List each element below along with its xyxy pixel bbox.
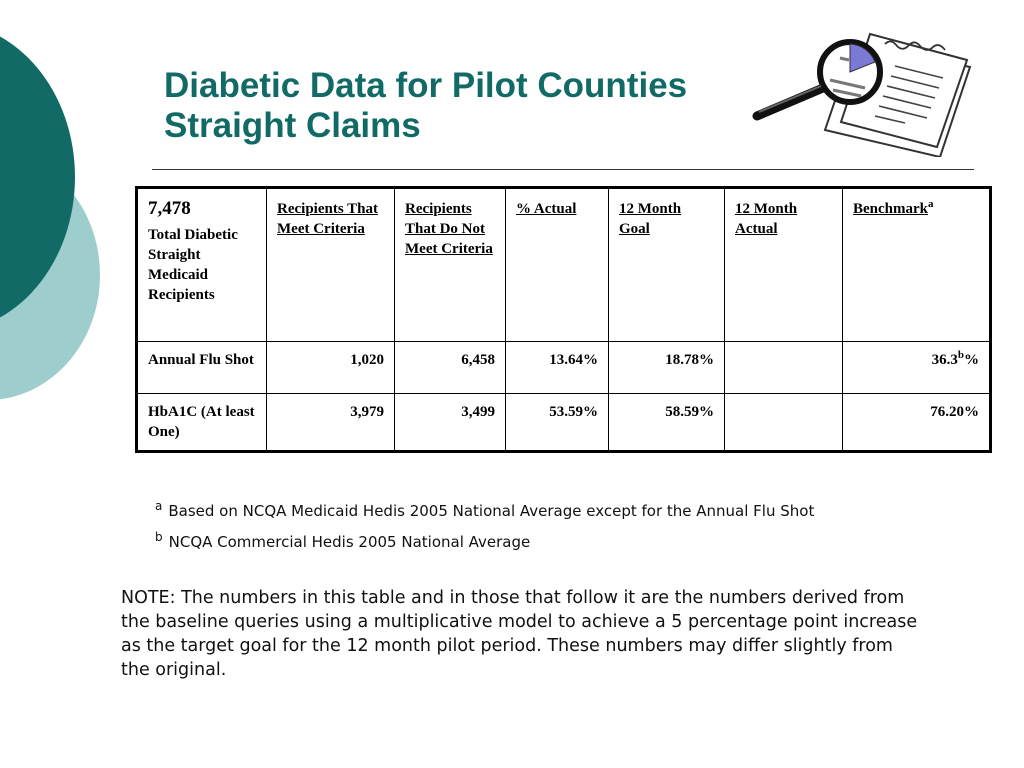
header-cell	[267, 188, 395, 342]
header-cell	[843, 188, 991, 342]
total-recipients-label: Total Diabetic Straight Medicaid Recipients	[148, 227, 238, 303]
footnote-b	[155, 529, 814, 560]
cell-meet: 3,979	[267, 394, 395, 452]
header-actual-percent: % Actual	[516, 201, 577, 217]
cell-goal: 58.59%	[609, 394, 725, 452]
header-12-month-actual: 12 Month Actual	[735, 201, 798, 237]
footnote-mark: a	[155, 499, 163, 513]
diabetic-data-table	[135, 186, 992, 453]
cell-benchmark	[843, 342, 991, 394]
header-benchmark: Benchmark	[853, 201, 928, 217]
header-cell	[725, 188, 843, 342]
footnotes	[155, 498, 814, 560]
cell-not-meet: 6,458	[395, 342, 506, 394]
cell-not-meet: 3,499	[395, 394, 506, 452]
cell-month-actual	[725, 342, 843, 394]
benchmark-value: 36.3	[931, 352, 958, 368]
cell-goal: 18.78%	[609, 342, 725, 394]
slide-title-line-1: Diabetic Data for Pilot Counties	[164, 66, 688, 105]
footnote-text: NCQA Commercial Hedis 2005 National Average	[168, 533, 531, 551]
header-cell	[506, 188, 609, 342]
title-divider	[152, 169, 974, 170]
corner-cell	[137, 188, 267, 342]
benchmark-suffix: %	[964, 352, 979, 368]
note-paragraph: NOTE: The numbers in this table and in those that follow it are the numbers derived from the baseline queries using a multiplicative model to achieve a 5 percentage point increase as the target goal for the 12 month pilot period. These numbers may differ slightly from the original.	[121, 588, 918, 680]
row-label-hba1c: HbA1C (At least One)	[137, 394, 267, 452]
total-recipients-number: 7,478	[148, 198, 191, 219]
cell-meet: 1,020	[267, 342, 395, 394]
table-header-row	[137, 188, 991, 342]
benchmark-sup: b	[957, 349, 964, 361]
cell-actual-pct: 13.64%	[506, 342, 609, 394]
slide-title	[164, 66, 687, 146]
footnote-a	[155, 498, 814, 529]
header-meet-criteria: Recipients That Meet Criteria	[277, 201, 378, 237]
footnote-text: Based on NCQA Medicaid Hedis 2005 National Average except for the Annual Flu Shot	[168, 502, 815, 520]
benchmark-footnote-mark: a	[928, 198, 934, 210]
header-cell	[609, 188, 725, 342]
cell-month-actual	[725, 394, 843, 452]
footnote-mark: b	[155, 530, 163, 544]
row-label-flu-shot: Annual Flu Shot	[137, 342, 267, 394]
table-row	[137, 394, 991, 452]
header-cell	[395, 188, 506, 342]
table-row	[137, 342, 991, 394]
header-not-meet-criteria: Recipients That Do Not Meet Criteria	[405, 201, 493, 257]
cell-benchmark: 76.20%	[843, 394, 991, 452]
header-12-month-goal: 12 Month Goal	[619, 201, 682, 237]
slide-title-line-2: Straight Claims	[164, 106, 421, 145]
magnifier-document-icon	[745, 22, 975, 157]
cell-actual-pct: 53.59%	[506, 394, 609, 452]
